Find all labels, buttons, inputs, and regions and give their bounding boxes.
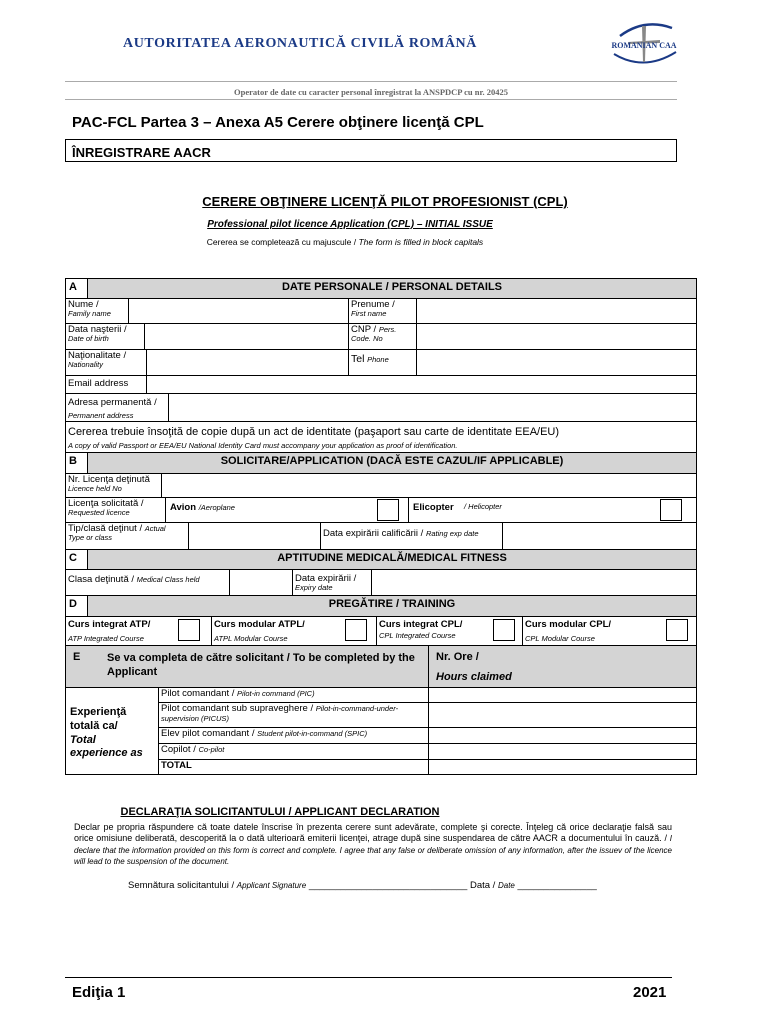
licence-held-label: Nr. Licenţa deţinută Licence held No (65, 473, 162, 498)
section-d-header (65, 595, 697, 617)
romanian-caa-logo (598, 14, 690, 74)
section-title: APTITUDINE MEDICALĂ/MEDICAL FITNESS (277, 552, 507, 564)
exp-row-pic: Pilot comandant / Pilot-in command (PIC) (158, 687, 429, 703)
exp-hours-total[interactable] (428, 759, 697, 775)
nationality-field[interactable] (146, 349, 349, 376)
nationality-label: Naţionalitate / Nationality (65, 349, 147, 376)
exp-hours-copilot[interactable] (428, 743, 697, 760)
dob-field[interactable] (144, 323, 349, 350)
divider (408, 497, 409, 523)
section-c-header (65, 549, 697, 570)
aeroplane-checkbox[interactable] (377, 499, 399, 521)
declaration-text: Declar pe propria răspundere că toate datele înscrise în prezenta cerere sunt adevărate, complete şi corecte. Înţeleg că orice declaraţie falsă sau orice omisiune deliberată, descoperită la o dată ulterioară emiterii licenţei, atrage după sine suspendarea de către AACR a documentului în cauză. / I declare that the information provided on this form is correct and complete. I agree that any false or deliberate omission of any information, after the issuev of the licence will lead to the suspension of the document. (74, 822, 672, 866)
footer-rule (65, 977, 672, 978)
type-class-field[interactable] (188, 522, 321, 550)
aeroplane-label: Avion (170, 502, 197, 513)
atpl-modular-checkbox[interactable] (345, 619, 367, 641)
exp-row-spic: Elev pilot comandant / Student pilot-in-command (SPIC) (158, 727, 429, 744)
header-rule-bottom (65, 99, 677, 100)
section-letter: B (66, 453, 88, 473)
cnp-label: CNP / Pers. Code. No (348, 323, 417, 350)
requested-licence-options: Avion /Aeroplane Elicopter / Helicopter (165, 497, 697, 523)
section-letter: D (66, 596, 88, 616)
first-name-field[interactable] (416, 298, 697, 324)
section-title: PREGĂTIRE / TRAINING (328, 598, 456, 610)
exp-hours-picus[interactable] (428, 702, 697, 728)
requested-licence-label: Licenţa solicitată / Requested licence (65, 497, 166, 523)
form-subheading: Professional pilot licence Application (CPL) – INITIAL ISSUE (207, 219, 493, 230)
section-title: Se va completa de către solicitant / To be completed by the Applicant (107, 652, 415, 679)
header-rule-top (65, 81, 677, 82)
registration-box: ÎNREGISTRARE AACR (65, 139, 677, 162)
phone-label: Tel Phone (348, 349, 417, 376)
address-field[interactable] (168, 393, 697, 422)
course-cpl-integrated: Curs integrat CPL/ CPL Integrated Course (376, 616, 523, 646)
atp-integrated-checkbox[interactable] (178, 619, 200, 641)
form-heading: CERERE OBŢINERE LICENŢĂ PILOT PROFESIONIST (CPL) (202, 194, 568, 209)
edition-label: Ediţia 1 (72, 984, 126, 1001)
exp-row-copilot: Copilot / Co-pilot (158, 743, 429, 760)
operator-note: Operator de date cu caracter personal înregistrat la ANSPDCP cu nr. 20425 (233, 87, 509, 97)
first-name-label: Prenume / First name (348, 298, 417, 324)
section-letter: A (66, 279, 88, 298)
agency-name: AUTORITATEA AERONAUTICĂ CIVILĂ ROMÂNĂ (123, 36, 477, 51)
section-letter: C (66, 550, 88, 569)
course-atpl-modular: Curs modular ATPL/ ATPL Modular Course (211, 616, 377, 646)
licence-held-field[interactable] (161, 473, 697, 498)
cnp-field[interactable] (416, 323, 697, 350)
medical-class-label: Clasa deţinută / Medical Class held (65, 569, 230, 596)
section-title: DATE PERSONALE / PERSONAL DETAILS (281, 281, 503, 293)
exp-row-picus: Pilot comandant sub supraveghere / Pilot-in-command-under-supervision (PICUS) (158, 702, 429, 728)
family-name-label: Nume / Family name (65, 298, 129, 324)
section-a-header (65, 278, 697, 299)
section-e-header (65, 645, 697, 688)
address-label: Adresa permanentă / Permanent address (65, 393, 169, 422)
email-label: Email address (65, 375, 147, 394)
divider (428, 646, 429, 687)
medical-expiry-field[interactable] (371, 569, 697, 596)
medical-expiry-label: Data expirării / Expiry date (292, 569, 372, 596)
document-title: PAC-FCL Partea 3 – Anexa A5 Cerere obţinere licenţă CPL (72, 114, 484, 131)
declaration-title: DECLARAŢIA SOLICITANTULUI / APPLICANT DECLARATION (120, 806, 440, 818)
section-letter: E (73, 651, 81, 663)
medical-class-field[interactable] (229, 569, 293, 596)
signature-line[interactable]: Semnătura solicitantului / Applicant Signature ______________________________ Data / Date _______________ (128, 880, 597, 891)
exp-hours-spic[interactable] (428, 727, 697, 744)
experience-label: Experienţă totală ca/ Total experience as (65, 687, 159, 775)
email-field[interactable] (146, 375, 697, 394)
dob-label: Data naşterii / Date of birth (65, 323, 145, 350)
helicopter-checkbox[interactable] (660, 499, 682, 521)
fill-instruction: Cererea se completează cu majuscule / The form is filled in block capitals (206, 237, 484, 247)
hours-claimed-label: Hours claimed (436, 671, 512, 683)
exp-row-total: TOTAL (158, 759, 429, 775)
hours-label: Nr. Ore / (436, 651, 479, 663)
course-cpl-modular: Curs modular CPL/ CPL Modular Course (522, 616, 697, 646)
helicopter-label: Elicopter (413, 502, 454, 513)
svg-text:ROMANIAN CAA: ROMANIAN CAA (611, 41, 677, 50)
type-class-label: Tip/clasă deţinut / Actual Type or class (65, 522, 189, 550)
cpl-modular-checkbox[interactable] (666, 619, 688, 641)
section-title: SOLICITARE/APPLICATION (DACĂ ESTE CAZUL/IF APPLICABLE) (220, 455, 564, 467)
rating-exp-label: Data expirării calificării / Rating exp date (320, 522, 503, 550)
rating-exp-field[interactable] (502, 522, 697, 550)
exp-hours-pic[interactable] (428, 687, 697, 703)
family-name-field[interactable] (128, 298, 349, 324)
section-b-header (65, 452, 697, 474)
id-requirement-note: Cererea trebuie însoţită de copie după un act de identitate (paşaport sau carte de identitate EEA/EU) A copy of valid Passport or EEA/EU National Identity Card must accompany your application as proof of identification. (65, 421, 697, 453)
phone-field[interactable] (416, 349, 697, 376)
cpl-integrated-checkbox[interactable] (493, 619, 515, 641)
edition-year: 2021 (633, 984, 667, 1001)
course-atp-integrated: Curs integrat ATP/ ATP Integrated Course (65, 616, 212, 646)
